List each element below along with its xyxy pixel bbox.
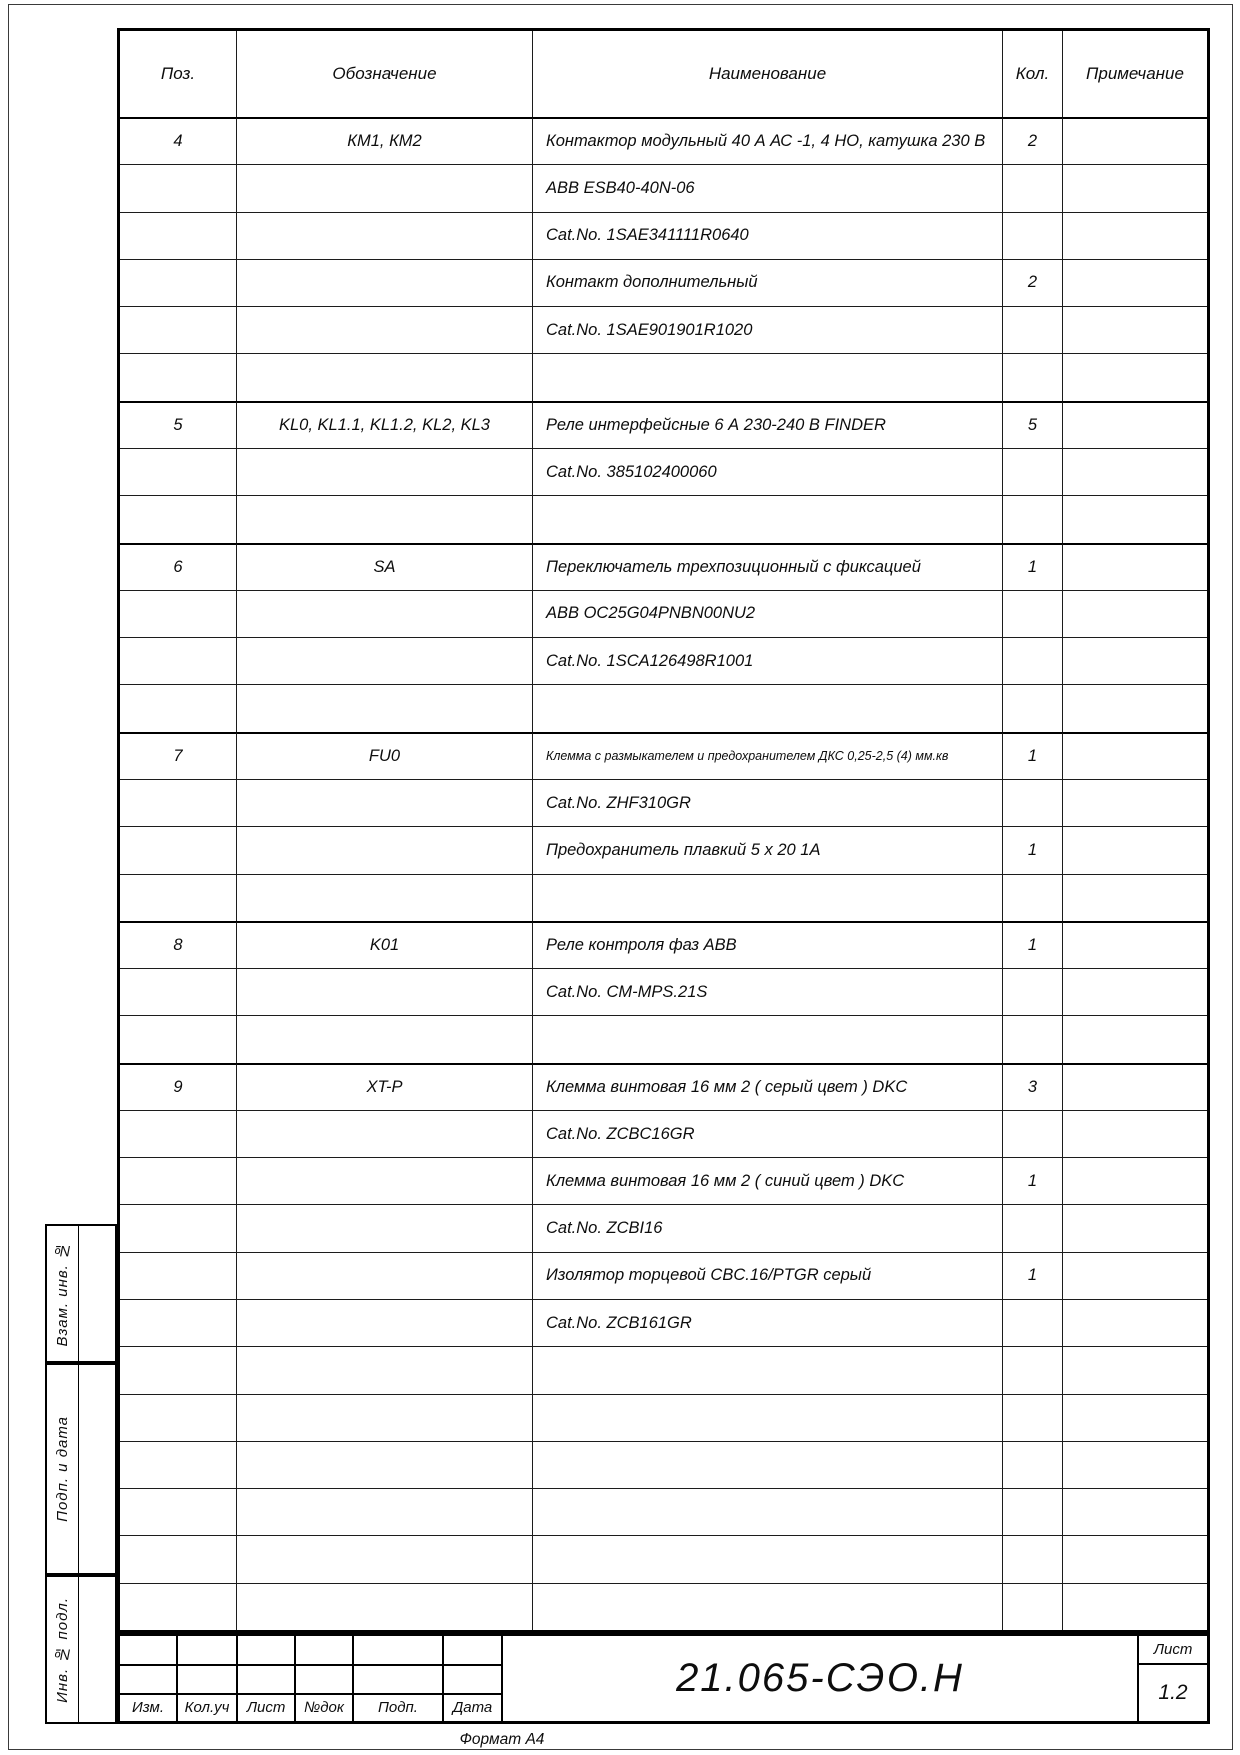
cell-pos [120,590,237,637]
sidebar-box-podp-data [45,1363,117,1575]
cell-name: Клемма винтовая 16 мм 2 ( серый цвет ) DKC [533,1063,1003,1110]
cell-qty [1003,637,1063,684]
cell-qty [1003,874,1063,921]
cell-qty [1003,1488,1063,1535]
cell-name [533,1015,1003,1062]
cell-name: Cat.No. CM-MPS.21S [533,968,1003,1015]
cell-note [1063,732,1207,779]
title-block [117,1633,1210,1724]
header-note: Примечание [1086,64,1184,83]
sidebar-empty-cell [79,1365,115,1573]
sidebar-box-vzam-inv [45,1224,117,1363]
cell-name [533,495,1003,542]
header-designation: Обозначение [237,31,533,117]
cell-note [1063,448,1207,495]
cell-note [1063,637,1207,684]
cell-name [533,353,1003,400]
cell-pos [120,164,237,211]
cell-note [1063,1535,1207,1582]
footer-label-2: Лист [238,1693,296,1721]
cell-designation [237,495,533,542]
cell-qty [1003,1346,1063,1393]
cell-qty [1003,1394,1063,1441]
cell-qty [1003,306,1063,353]
cell-qty [1003,353,1063,400]
cell-designation [237,353,533,400]
cell-pos [120,448,237,495]
cell-note [1063,684,1207,731]
titleblock-cell [120,1636,178,1664]
cell-qty [1003,448,1063,495]
cell-name: Cat.No. 1SAE901901R1020 [533,306,1003,353]
header-pos: Поз. [120,31,237,117]
cell-note [1063,1204,1207,1251]
cell-pos: 8 [120,921,237,968]
cell-name [533,684,1003,731]
sidebar-label-cell [47,1226,79,1361]
cell-qty: 1 [1003,826,1063,873]
cell-note [1063,1488,1207,1535]
cell-pos [120,306,237,353]
footer-label-5: Дата [444,1693,503,1721]
cell-designation: K01 [237,921,533,968]
cell-designation: FU0 [237,732,533,779]
cell-note [1063,1015,1207,1062]
cell-pos [120,1394,237,1441]
header-qty: Кол. [1003,31,1063,117]
titleblock-cell [296,1636,354,1664]
cell-note [1063,874,1207,921]
cell-designation [237,637,533,684]
sheet-number: 1.2 [1158,1681,1188,1704]
cell-note [1063,1394,1207,1441]
cell-designation [237,1204,533,1251]
cell-name: Реле интерфейсные 6 А 230-240 В FINDER [533,401,1003,448]
cell-pos: 5 [120,401,237,448]
footer-label-4: Подп. [354,1693,444,1721]
cell-note [1063,1346,1207,1393]
sheet-column [1137,1636,1207,1721]
cell-note [1063,117,1207,164]
cell-qty: 2 [1003,117,1063,164]
cell-name: Cat.No. ZHF310GR [533,779,1003,826]
cell-note [1063,259,1207,306]
cell-pos [120,1110,237,1157]
cell-designation [237,306,533,353]
header-name: Наименование [533,31,1003,117]
cell-note [1063,1063,1207,1110]
titleblock-cell [354,1636,444,1664]
cell-note [1063,306,1207,353]
cell-note [1063,1252,1207,1299]
cell-designation [237,779,533,826]
cell-qty: 1 [1003,921,1063,968]
cell-designation [237,1299,533,1346]
cell-designation [237,1015,533,1062]
cell-name: Cat.No. 1SCA126498R1001 [533,637,1003,684]
cell-name [533,1488,1003,1535]
cell-name: Реле контроля фаз АВВ [533,921,1003,968]
footer-label-0: Изм. [120,1693,178,1721]
cell-designation [237,826,533,873]
cell-pos [120,684,237,731]
footer-label-1: Кол.уч [178,1693,238,1721]
cell-pos [120,1015,237,1062]
sheet-label: Лист [1139,1636,1207,1665]
cell-pos [120,1252,237,1299]
cell-qty [1003,684,1063,731]
footer-label-3: №док [296,1693,354,1721]
cell-pos [120,212,237,259]
cell-name [533,1346,1003,1393]
cell-qty [1003,968,1063,1015]
cell-pos [120,1204,237,1251]
cell-qty [1003,590,1063,637]
cell-pos [120,1346,237,1393]
cell-designation: XT-P [237,1063,533,1110]
cell-pos: 4 [120,117,237,164]
cell-designation [237,448,533,495]
cell-note [1063,353,1207,400]
cell-qty: 1 [1003,732,1063,779]
cell-name: Cat.No. ZCBC16GR [533,1110,1003,1157]
cell-pos: 9 [120,1063,237,1110]
cell-name: Cat.No. 385102400060 [533,448,1003,495]
cell-pos [120,1157,237,1204]
cell-note [1063,543,1207,590]
cell-note [1063,590,1207,637]
cell-designation [237,684,533,731]
cell-designation: SA [237,543,533,590]
cell-name: Cat.No. 1SAE341111R0640 [533,212,1003,259]
cell-note [1063,212,1207,259]
sidebar-label-inv-podl: Инв. № подл. [54,1596,71,1703]
cell-name [533,1441,1003,1488]
cell-designation [237,1441,533,1488]
cell-name [533,1535,1003,1582]
cell-designation [237,1394,533,1441]
cell-note [1063,1110,1207,1157]
cell-qty [1003,495,1063,542]
cell-qty [1003,164,1063,211]
cell-note [1063,1157,1207,1204]
cell-name: Переключатель трехпозиционный с фиксацией [533,543,1003,590]
cell-pos [120,1299,237,1346]
cell-qty [1003,1441,1063,1488]
cell-pos [120,968,237,1015]
sidebar-label-vzam-inv: Взам. инв. № [54,1240,71,1347]
cell-qty [1003,1110,1063,1157]
sidebar-label-cell [47,1577,79,1722]
cell-designation [237,968,533,1015]
cell-qty: 3 [1003,1063,1063,1110]
titleblock-cell [444,1636,503,1664]
cell-pos [120,1488,237,1535]
cell-note [1063,826,1207,873]
titleblock-cell [354,1664,444,1692]
cell-name: Изолятор торцевой CBC.16/PTGR серый [533,1252,1003,1299]
cell-name: Контактор модульный 40 А АС -1, 4 НО, катушка 230 В [533,117,1003,164]
cell-designation: KL0, KL1.1, KL1.2, KL2, KL3 [237,401,533,448]
cell-note [1063,495,1207,542]
cell-name: Контакт дополнительный [533,259,1003,306]
titleblock-cell [178,1664,238,1692]
cell-designation [237,1488,533,1535]
cell-name [533,874,1003,921]
cell-note [1063,779,1207,826]
cell-qty [1003,1535,1063,1582]
cell-name: Предохранитель плавкий 5 х 20 1А [533,826,1003,873]
cell-qty: 5 [1003,401,1063,448]
cell-note [1063,1299,1207,1346]
titleblock-cell [238,1636,296,1664]
cell-pos [120,826,237,873]
cell-qty [1003,1583,1063,1630]
spec-table [117,28,1210,1633]
cell-pos [120,874,237,921]
cell-note [1063,164,1207,211]
cell-pos [120,259,237,306]
cell-designation [237,1346,533,1393]
cell-qty [1003,779,1063,826]
cell-qty: 1 [1003,1157,1063,1204]
cell-designation [237,590,533,637]
cell-pos [120,1441,237,1488]
cell-note [1063,921,1207,968]
cell-note [1063,1441,1207,1488]
cell-name: Cat.No. ZCB161GR [533,1299,1003,1346]
cell-name: Клемма винтовая 16 мм 2 ( синий цвет ) DKC [533,1157,1003,1204]
titleblock-cell [296,1664,354,1692]
titleblock-cell [444,1664,503,1692]
sidebar-label-podp-data: Подп. и дата [54,1416,71,1522]
cell-pos [120,637,237,684]
doc-number: 21.065-СЭО.Н [676,1656,964,1700]
cell-designation [237,1535,533,1582]
sidebar-empty-cell [79,1577,115,1722]
cell-qty: 1 [1003,543,1063,590]
cell-pos [120,495,237,542]
cell-designation [237,1583,533,1630]
cell-designation [237,212,533,259]
cell-pos [120,1535,237,1582]
cell-pos [120,1583,237,1630]
cell-designation [237,1110,533,1157]
cell-name: Клемма с размыкателем и предохранителем ДКС 0,25-2,5 (4) мм.кв [533,732,1003,779]
cell-pos: 6 [120,543,237,590]
cell-designation [237,1252,533,1299]
titleblock-cell [178,1636,238,1664]
cell-note [1063,401,1207,448]
cell-designation [237,164,533,211]
cell-qty [1003,1015,1063,1062]
format-label: Формат А4 [459,1731,545,1748]
titleblock-grid [120,1636,503,1721]
cell-qty: 2 [1003,259,1063,306]
cell-pos [120,353,237,400]
cell-designation [237,874,533,921]
cell-qty [1003,212,1063,259]
cell-note [1063,968,1207,1015]
cell-name: ABB OC25G04PNBN00NU2 [533,590,1003,637]
cell-name [533,1583,1003,1630]
cell-name: Cat.No. ZCBI16 [533,1204,1003,1251]
cell-pos [120,779,237,826]
cell-designation [237,1157,533,1204]
cell-note [1063,1583,1207,1630]
cell-designation: КМ1, КМ2 [237,117,533,164]
titleblock-cell [120,1664,178,1692]
titleblock-cell [238,1664,296,1692]
cell-qty: 1 [1003,1252,1063,1299]
cell-designation [237,259,533,306]
cell-qty [1003,1204,1063,1251]
sidebar-box-inv-podl [45,1575,117,1724]
sidebar-label-cell [47,1365,79,1573]
cell-name: ABB ESB40-40N-06 [533,164,1003,211]
cell-name [533,1394,1003,1441]
sidebar-empty-cell [79,1226,115,1361]
cell-pos: 7 [120,732,237,779]
cell-qty [1003,1299,1063,1346]
